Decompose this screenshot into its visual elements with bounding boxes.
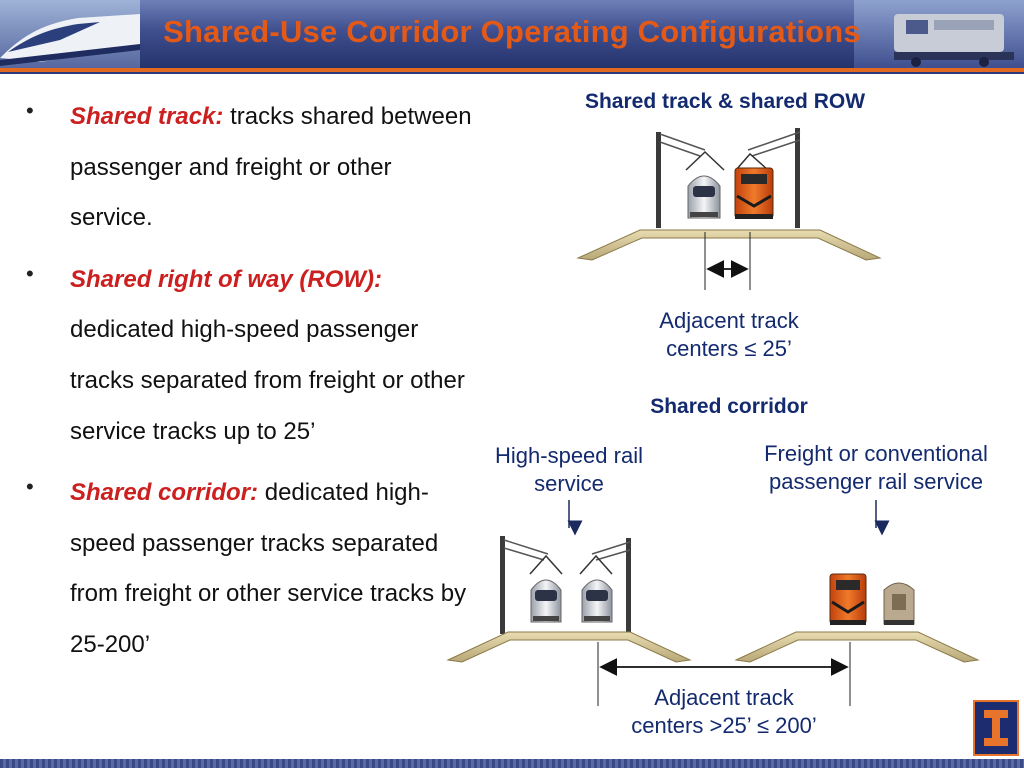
- page-title: Shared-Use Corridor Operating Configurations: [163, 14, 861, 49]
- label-line: High-speed rail: [495, 443, 643, 468]
- catenary-pole: [626, 538, 631, 634]
- catenary-wires: [504, 540, 630, 560]
- high-speed-train-icon: [582, 580, 612, 622]
- label-line: passenger rail service: [769, 469, 983, 494]
- bottom-diagram: [448, 500, 978, 706]
- top-diagram: [578, 128, 880, 290]
- bullet-dot: •: [26, 98, 34, 123]
- high-speed-train-icon: [688, 176, 720, 218]
- bottom-diagram-heading: Shared corridor: [650, 395, 808, 418]
- footer-bar: [0, 759, 1024, 768]
- ballast-embankment: [448, 632, 690, 662]
- freight-locomotive-icon: [830, 574, 866, 625]
- bottom-diagram-caption: [598, 684, 850, 740]
- top-diagram-heading: Shared track & shared ROW: [584, 90, 866, 113]
- ballast-embankment: [578, 230, 880, 260]
- top-diagram-caption: [620, 307, 838, 363]
- bullet-body: dedicated high-speed passenger tracks separated from freight or other service tracks by 25-200’: [70, 479, 467, 658]
- university-block-i-logo: [973, 700, 1019, 756]
- caption-line: Adjacent track: [659, 308, 799, 333]
- caption-line: centers >25’ ≤ 200’: [631, 713, 817, 738]
- freight-car-icon: [884, 583, 914, 625]
- bullet-body: dedicated high-speed passenger tracks separated from freight or other service tracks up to 25’: [70, 316, 465, 445]
- bullet-term: Shared right of way (ROW):: [70, 265, 382, 293]
- freight-service-label: [738, 440, 1014, 496]
- high-speed-train-icon: [531, 580, 561, 622]
- freight-locomotive-icon: [735, 168, 773, 219]
- bullet-body: tracks shared between passenger and freight or other service.: [70, 103, 472, 232]
- bullet-term: Shared track:: [70, 103, 224, 130]
- caption-line: Adjacent track: [654, 685, 794, 710]
- label-line: Freight or conventional: [764, 441, 988, 466]
- bullet-term: Shared corridor:: [70, 479, 259, 507]
- ballast-embankment: [736, 632, 978, 662]
- block-i-icon: [975, 702, 1017, 754]
- hsr-service-label: [470, 442, 668, 498]
- catenary-wires: [660, 132, 800, 156]
- label-line: service: [534, 471, 604, 496]
- catenary-pole: [500, 536, 505, 634]
- caption-line: centers ≤ 25’: [666, 336, 792, 361]
- bullet-dot: •: [26, 260, 34, 286]
- catenary-pole: [795, 128, 800, 228]
- catenary-pole: [656, 132, 661, 228]
- bullet-dot: •: [26, 474, 34, 500]
